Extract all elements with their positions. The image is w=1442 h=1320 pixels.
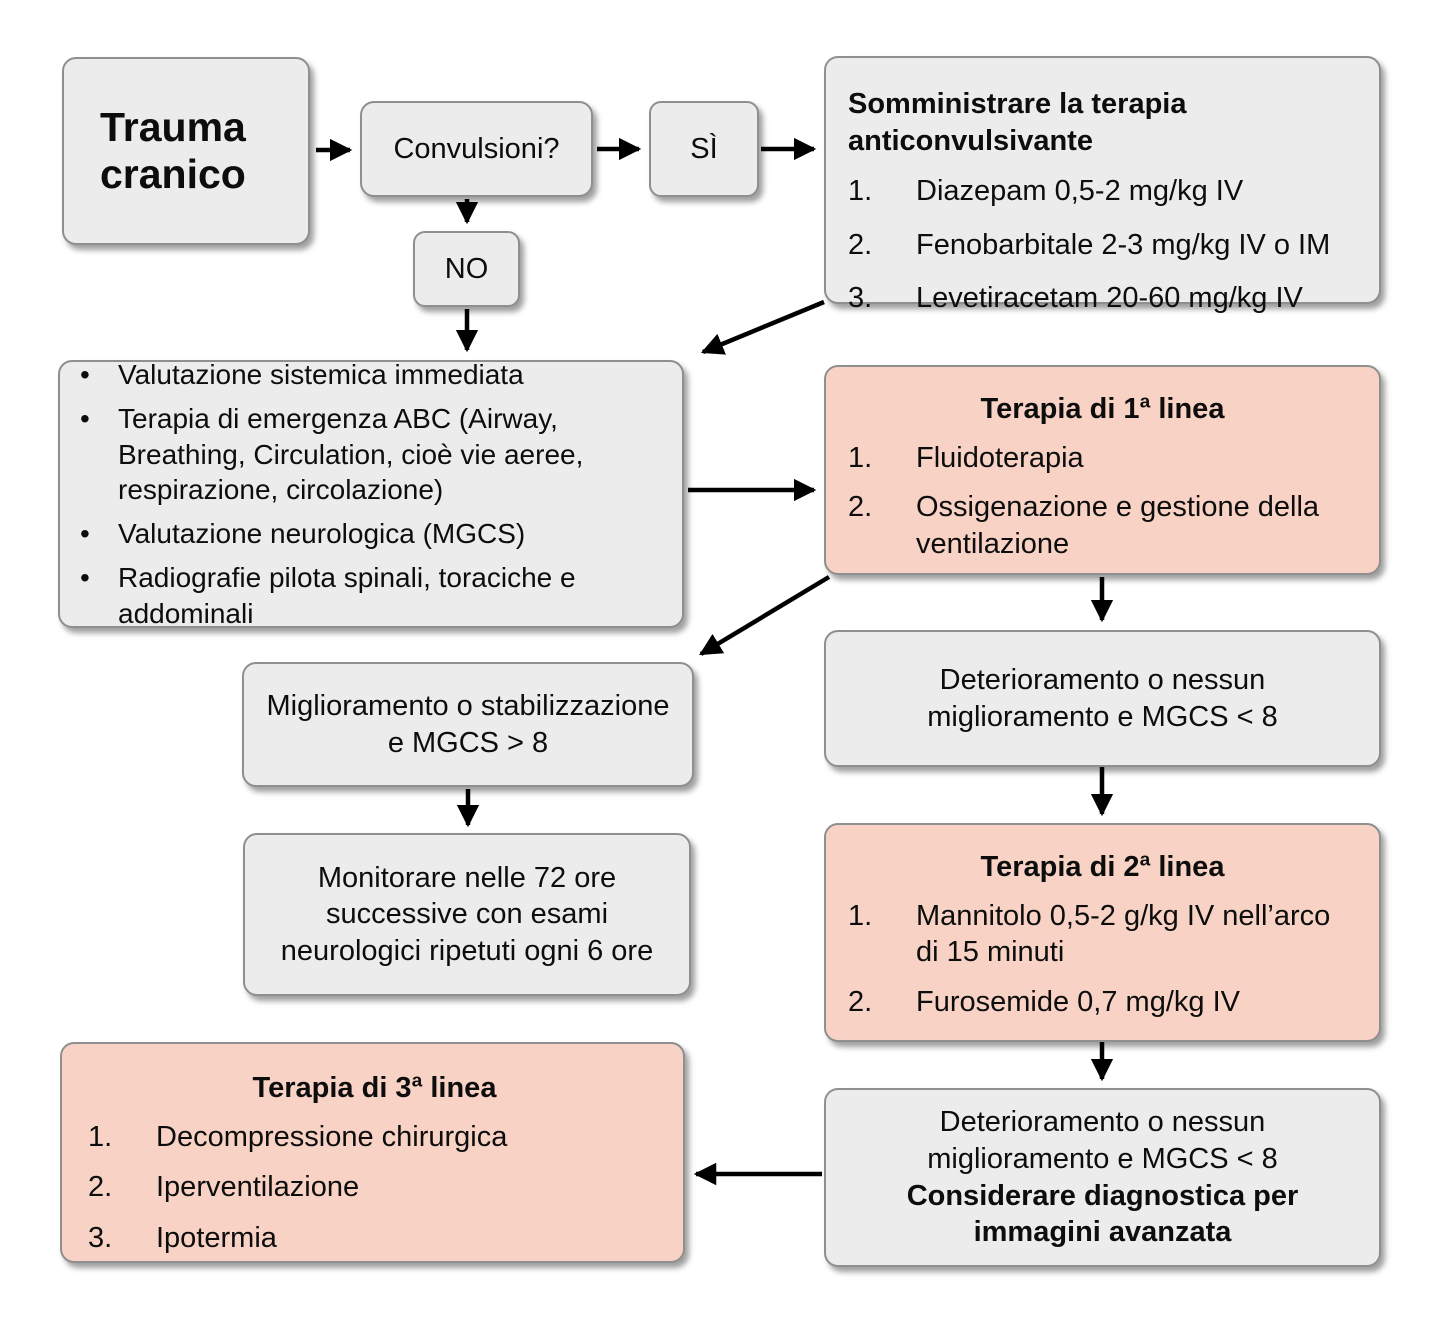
node-si [649, 101, 759, 197]
node-somministrare [824, 56, 1381, 315]
node-valutazione [58, 360, 684, 628]
item-number: 2. [848, 491, 873, 524]
item-text: Ossigenazione e gestione della ventilazione [916, 491, 1320, 560]
node-deterioramento-2-label: Deterioramento o nessun miglioramento e MGCS < 8 [927, 1106, 1278, 1175]
item-text: Diazepam 0,5-2 mg/kg IV [916, 175, 1244, 208]
list-item [88, 1169, 661, 1206]
node-trauma-title: Trauma cranico [100, 103, 246, 197]
item-number: 2. [848, 228, 873, 261]
node-terapia-3 [60, 1042, 685, 1263]
item-number: 3. [848, 282, 873, 315]
node-miglioramento [242, 662, 694, 787]
node-monitorare-label: Monitorare nelle 72 ore successive con esami neurologici ripetuti ogni 6 ore [280, 861, 654, 967]
list-item [848, 173, 1357, 210]
item-text: Ipotermia [156, 1221, 277, 1254]
node-terapia-1 [824, 365, 1381, 575]
list-item [88, 1119, 661, 1156]
item-text: Decompressione chirurgica [156, 1120, 508, 1153]
list-item [848, 984, 1357, 1021]
node-deterioramento-1-label: Deterioramento o nessun miglioramento e MGCS < 8 [927, 663, 1278, 733]
node-monitorare [243, 833, 691, 996]
item-text: Levetiracetam 20-60 mg/kg IV [916, 282, 1303, 315]
item-text: Radiografie pilota spinali, toraciche e addominali [118, 562, 576, 629]
node-deterioramento-2-label-bold: Considerare diagnostica per immagini avanzata [906, 1179, 1299, 1249]
list-item [848, 489, 1357, 562]
item-number: 1. [848, 899, 873, 932]
node-convulsioni [360, 101, 593, 197]
item-number: 2. [88, 1171, 113, 1204]
item-text: Furosemide 0,7 mg/kg IV [916, 985, 1240, 1018]
node-terapia-3-title: Terapia di 3ª linea [252, 1072, 497, 1104]
item-text: Valutazione neurologica (MGCS) [118, 518, 526, 550]
bullet-icon: • [80, 359, 90, 391]
item-number: 1. [848, 175, 873, 208]
item-text: Valutazione sistemica immediata [118, 359, 524, 391]
list-item [80, 516, 662, 551]
node-terapia-1-title: Terapia di 1ª linea [980, 393, 1225, 425]
node-terapia-2 [824, 823, 1381, 1042]
bullet-icon: • [80, 562, 90, 594]
item-text: Terapia di emergenza ABC (Airway, Breathing, Circulation, cioè vie aeree, respirazione, circolazione) [118, 403, 584, 505]
node-convulsioni-label: Convulsioni? [393, 132, 560, 165]
list-item [88, 1220, 661, 1257]
node-deterioramento-1 [824, 630, 1381, 767]
list-item [80, 357, 662, 392]
bullet-icon: • [80, 403, 90, 435]
list-item [848, 227, 1357, 264]
item-number: 3. [88, 1221, 113, 1254]
node-trauma [62, 57, 310, 245]
bullet-icon: • [80, 518, 90, 550]
arrow-terapia-1-to-miglioramento [701, 577, 829, 654]
node-miglioramento-label: Miglioramento o stabilizzazione e MGCS > 8 [266, 689, 670, 759]
node-terapia-2-title: Terapia di 2ª linea [980, 851, 1225, 883]
node-no-label: NO [444, 252, 489, 285]
node-deterioramento-2 [824, 1088, 1381, 1267]
node-si-label: SÌ [690, 132, 718, 165]
item-number: 1. [848, 441, 873, 474]
item-text: Fenobarbitale 2-3 mg/kg IV o IM [916, 228, 1331, 261]
list-item [848, 280, 1357, 317]
item-number: 2. [848, 985, 873, 1018]
arrow-somministrare-to-valutazione [703, 302, 824, 352]
list-item [848, 440, 1357, 477]
item-text: Iperventilazione [156, 1171, 360, 1204]
list-item [80, 560, 662, 631]
node-no [413, 231, 520, 307]
item-text: Mannitolo 0,5-2 g/kg IV nell’arco di 15 minuti [916, 899, 1331, 969]
item-text: Fluidoterapia [916, 441, 1084, 474]
item-number: 1. [88, 1120, 113, 1153]
list-item [80, 401, 662, 507]
node-somministrare-title: Somministrare la terapia anticonvulsivante [848, 88, 1187, 157]
list-item [848, 898, 1357, 971]
